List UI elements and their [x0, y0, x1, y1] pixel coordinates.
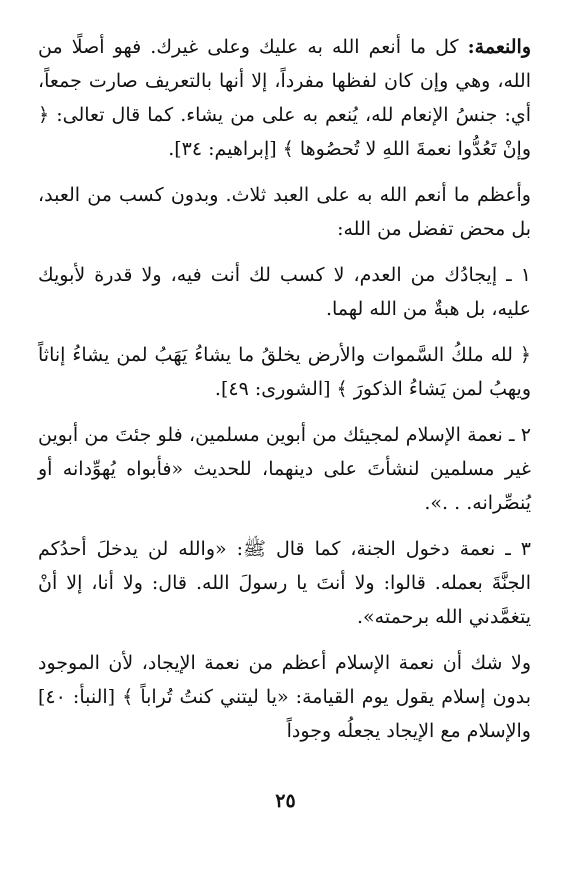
paragraph-1 — [38, 30, 531, 166]
paragraph-6 — [38, 532, 531, 634]
paragraph-7-text: ولا شك أن نعمة الإسلام أعظم من نعمة الإيجاد، لأن الموجود بدون إسلام يقول يوم القيامة: «يا ليتني كنتُ تُراباً ﴾ [النبأ: ٤٠] والإسلام مع الإيجاد يجعلُه وجوداً — [38, 652, 531, 742]
page-number: ٢٥ — [275, 790, 296, 812]
paragraph-1-lead: والنعمة: — [467, 36, 531, 58]
paragraph-3-text: ١ ـ إيجادُك من العدم، لا كسب لك أنت فيه، ولا قدرة لأبويك عليه، بل هبةٌ من الله لهما. — [38, 264, 531, 320]
paragraph-2-text: وأعظم ما أنعم الله به على العبد ثلاث. وبدون كسب من العبد، بل محض تفضل من الله: — [38, 184, 531, 240]
paragraph-5-text: ٢ ـ نعمة الإسلام لمجيئك من أبوين مسلمين، فلو جئتَ من أبوين غير مسلمين لنشأتَ على دينهما، للحديث «فأبواه يُهوِّدانه أو يُنصِّرانه. . .». — [38, 424, 531, 514]
paragraph-7 — [38, 646, 531, 748]
paragraph-4-text: ﴿ لله ملكُ السَّموات والأرض يخلقُ ما يشاءُ يَهَبُ لمن يشاءُ إناثاً ويهبُ لمن يَشاءُ الذكورَ ﴾ [الشورى: ٤٩]. — [38, 344, 531, 400]
paragraph-2 — [38, 178, 531, 246]
paragraph-6-text: ٣ ـ نعمة دخول الجنة، كما قال ﷺ: «والله لن يدخلَ أحدُكم الجنَّةَ بعمله. قالوا: ولا أنتَ يا رسولَ الله. قال: ولا أنا، إلا أنْ يتغمَّدني الله برحمته». — [38, 538, 531, 628]
paragraph-5 — [38, 418, 531, 520]
paragraph-3 — [38, 258, 531, 326]
paragraph-1-text: كل ما أنعم الله به عليك وعلى غيرك. فهو أصلًا من الله، وهي وإن كان لفظها مفرداً، إلا أنها بالتعريف صارت جمعاً، أي: جنسُ الإنعام لله، يُنعم به على من يشاء. كما قال تعالى: ﴿ وإنْ تَعُدُّوا نعمةَ اللهِ لا تُحصُوها ﴾ [إبراهيم: ٣٤]. — [38, 36, 531, 160]
paragraph-4 — [38, 338, 531, 406]
